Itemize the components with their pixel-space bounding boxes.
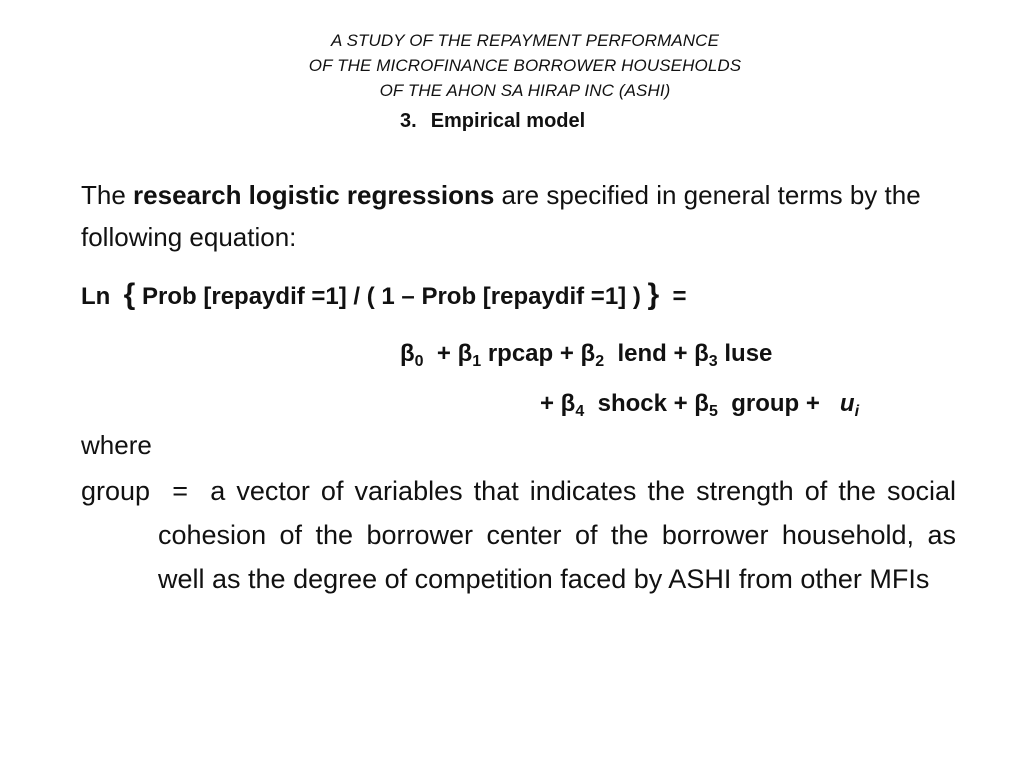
term-luse: luse (724, 340, 773, 367)
term-lend: lend + β (617, 340, 709, 367)
equation-rhs-line-2 (540, 390, 859, 418)
section-heading (400, 110, 585, 133)
intro-after: are specified in general terms by the following equation: (81, 180, 921, 252)
term-shock: shock + β (597, 390, 709, 417)
eq-open-brace: { (123, 278, 136, 311)
equation-lhs (81, 278, 687, 312)
error-term: u (839, 390, 855, 417)
sub-1: 1 (472, 353, 482, 370)
beta-0: β (400, 340, 415, 367)
term-rpcap: rpcap + β (487, 340, 596, 367)
sub-0: 0 (414, 353, 424, 370)
header-line-1: A STUDY OF THE REPAYMENT PERFORMANCE (330, 31, 720, 50)
sub-2: 2 (595, 353, 605, 370)
eq-inner: Prob [repaydif =1] / ( 1 – Prob [repaydif =1] ) (142, 283, 641, 310)
section-number: 3. (400, 110, 417, 132)
definition-equals: = (172, 476, 189, 506)
eq-close-brace: } (647, 278, 660, 311)
slide-header (0, 28, 1024, 103)
intro-bold: research logistic regressions (133, 180, 495, 210)
term-group: group + (731, 390, 820, 417)
eq-ln: Ln (81, 283, 111, 310)
section-title: Empirical model (430, 110, 586, 132)
equation-rhs-line-1 (400, 340, 772, 368)
intro-paragraph (81, 174, 961, 258)
header-line-3: OF THE AHON SA HIRAP INC (ASHI) (379, 81, 671, 100)
definition-paragraph (81, 469, 956, 601)
beta-1: + β (436, 340, 473, 367)
intro-before: The (81, 180, 134, 210)
sub-i: i (854, 403, 860, 420)
sub-5: 5 (708, 403, 718, 420)
definition-term: group (81, 476, 151, 506)
where-label: where (81, 430, 152, 460)
header-line-2: OF THE MICROFINANCE BORROWER HOUSEHOLDS (308, 56, 742, 75)
definition-text: a vector of variables that indicates the strength of the social cohesion of the borrower center of the borrower household, as well as the degree of competition faced by ASHI from other MFIs (158, 476, 956, 594)
eq-equals: = (672, 283, 687, 310)
sub-3: 3 (708, 353, 718, 370)
beta-4: + β (540, 390, 576, 417)
sub-4: 4 (575, 403, 585, 420)
